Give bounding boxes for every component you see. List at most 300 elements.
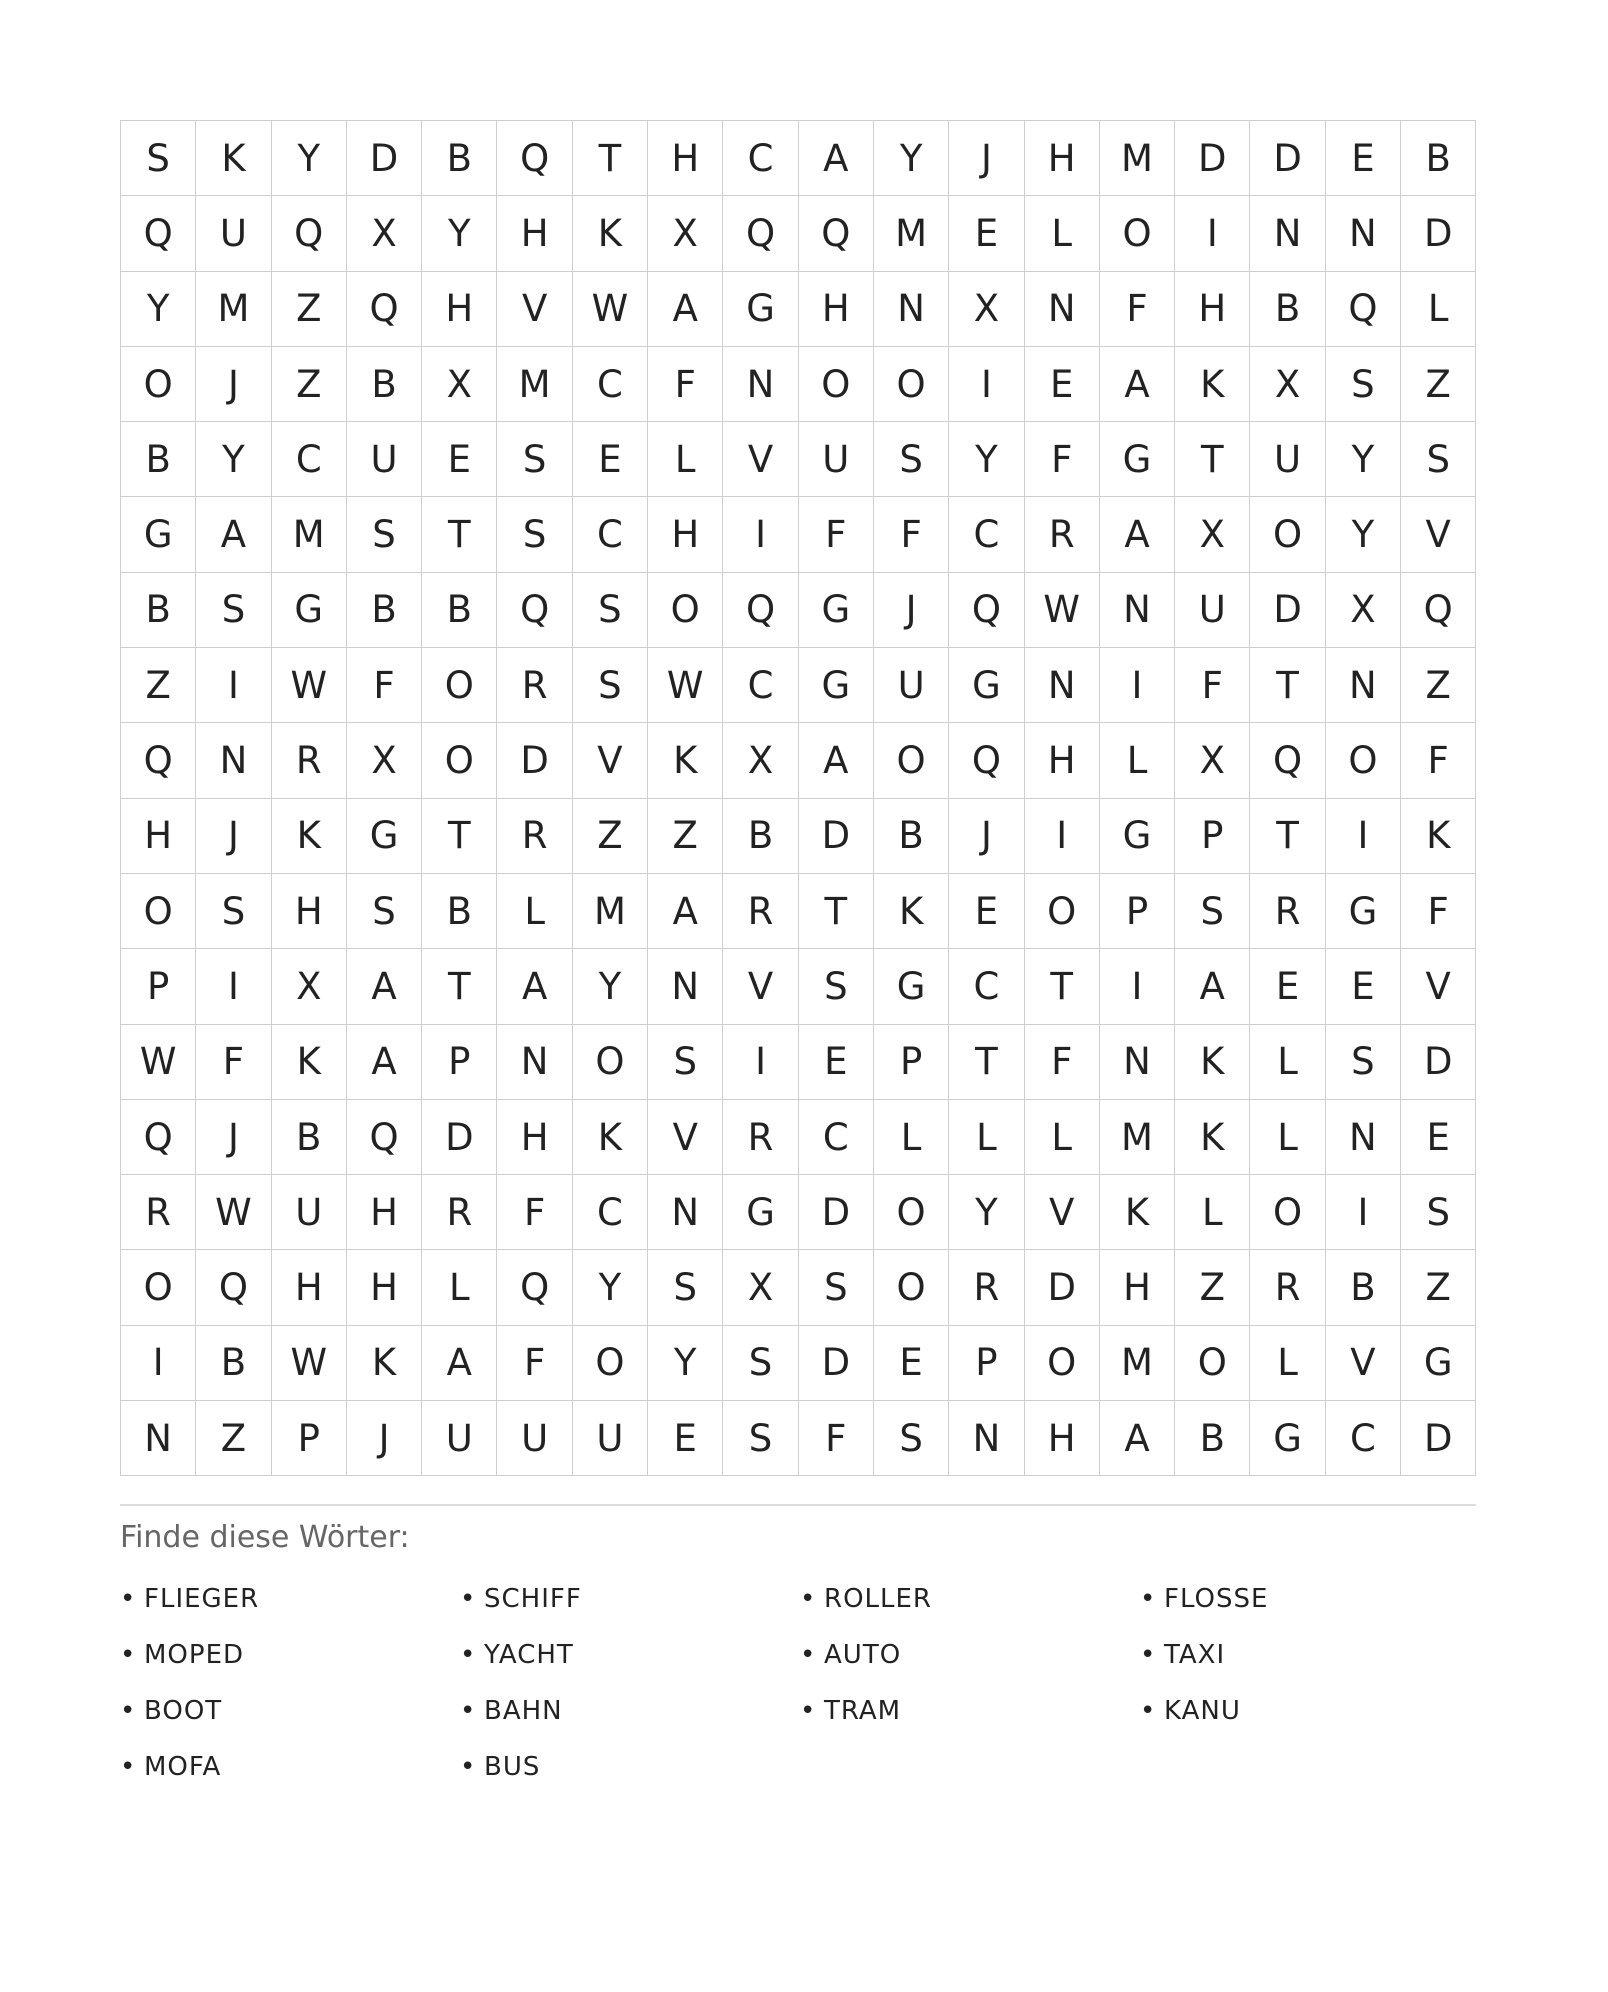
grid-cell[interactable]: I: [196, 949, 271, 1024]
grid-cell[interactable]: L: [422, 1250, 497, 1325]
grid-cell[interactable]: C: [573, 497, 648, 572]
grid-cell[interactable]: H: [121, 799, 196, 874]
grid-cell[interactable]: V: [723, 422, 798, 497]
grid-cell[interactable]: M: [573, 874, 648, 949]
grid-cell[interactable]: G: [121, 497, 196, 572]
grid-cell[interactable]: O: [1025, 1326, 1100, 1401]
grid-cell[interactable]: Q: [347, 272, 422, 347]
grid-cell[interactable]: D: [1250, 121, 1325, 196]
grid-cell[interactable]: O: [121, 1250, 196, 1325]
grid-cell[interactable]: S: [573, 573, 648, 648]
grid-cell[interactable]: F: [874, 497, 949, 572]
grid-cell[interactable]: O: [874, 723, 949, 798]
grid-cell[interactable]: C: [723, 648, 798, 723]
grid-cell[interactable]: I: [723, 497, 798, 572]
grid-cell[interactable]: G: [1326, 874, 1401, 949]
grid-cell[interactable]: J: [874, 573, 949, 648]
grid-cell[interactable]: B: [347, 573, 422, 648]
grid-cell[interactable]: D: [1401, 196, 1476, 271]
grid-cell[interactable]: M: [874, 196, 949, 271]
grid-cell[interactable]: A: [422, 1326, 497, 1401]
grid-cell[interactable]: H: [422, 272, 497, 347]
grid-cell[interactable]: Q: [949, 573, 1024, 648]
grid-cell[interactable]: Y: [1326, 497, 1401, 572]
grid-cell[interactable]: M: [1100, 1326, 1175, 1401]
grid-cell[interactable]: F: [497, 1175, 572, 1250]
grid-cell[interactable]: K: [272, 799, 347, 874]
grid-cell[interactable]: E: [949, 874, 1024, 949]
grid-cell[interactable]: R: [723, 1100, 798, 1175]
grid-cell[interactable]: A: [648, 874, 723, 949]
grid-cell[interactable]: B: [196, 1326, 271, 1401]
grid-cell[interactable]: K: [1175, 1025, 1250, 1100]
grid-cell[interactable]: L: [949, 1100, 1024, 1175]
grid-cell[interactable]: T: [422, 949, 497, 1024]
grid-cell[interactable]: Y: [1326, 422, 1401, 497]
grid-cell[interactable]: F: [1025, 1025, 1100, 1100]
grid-cell[interactable]: A: [799, 723, 874, 798]
grid-cell[interactable]: B: [1250, 272, 1325, 347]
grid-cell[interactable]: D: [1025, 1250, 1100, 1325]
grid-cell[interactable]: W: [121, 1025, 196, 1100]
grid-cell[interactable]: O: [874, 347, 949, 422]
grid-cell[interactable]: G: [874, 949, 949, 1024]
grid-cell[interactable]: I: [121, 1326, 196, 1401]
grid-cell[interactable]: D: [1175, 121, 1250, 196]
grid-cell[interactable]: Z: [648, 799, 723, 874]
grid-cell[interactable]: L: [1250, 1025, 1325, 1100]
grid-cell[interactable]: R: [1250, 874, 1325, 949]
grid-cell[interactable]: L: [1100, 723, 1175, 798]
grid-cell[interactable]: X: [949, 272, 1024, 347]
grid-cell[interactable]: E: [1250, 949, 1325, 1024]
grid-cell[interactable]: S: [799, 1250, 874, 1325]
grid-cell[interactable]: S: [121, 121, 196, 196]
grid-cell[interactable]: O: [573, 1025, 648, 1100]
grid-cell[interactable]: B: [1175, 1401, 1250, 1476]
grid-cell[interactable]: K: [1401, 799, 1476, 874]
grid-cell[interactable]: H: [1100, 1250, 1175, 1325]
grid-cell[interactable]: V: [1326, 1326, 1401, 1401]
grid-cell[interactable]: T: [573, 121, 648, 196]
grid-cell[interactable]: E: [949, 196, 1024, 271]
grid-cell[interactable]: S: [1326, 1025, 1401, 1100]
grid-cell[interactable]: B: [347, 347, 422, 422]
grid-cell[interactable]: Z: [196, 1401, 271, 1476]
grid-cell[interactable]: V: [1401, 497, 1476, 572]
grid-cell[interactable]: C: [949, 949, 1024, 1024]
grid-cell[interactable]: M: [1100, 1100, 1175, 1175]
grid-cell[interactable]: F: [196, 1025, 271, 1100]
grid-cell[interactable]: W: [1025, 573, 1100, 648]
grid-cell[interactable]: C: [1326, 1401, 1401, 1476]
grid-cell[interactable]: N: [196, 723, 271, 798]
grid-cell[interactable]: X: [1250, 347, 1325, 422]
grid-cell[interactable]: E: [1326, 949, 1401, 1024]
grid-cell[interactable]: S: [648, 1250, 723, 1325]
grid-cell[interactable]: M: [1100, 121, 1175, 196]
grid-cell[interactable]: S: [196, 573, 271, 648]
grid-cell[interactable]: S: [1175, 874, 1250, 949]
grid-cell[interactable]: Q: [272, 196, 347, 271]
grid-cell[interactable]: S: [799, 949, 874, 1024]
grid-cell[interactable]: Q: [723, 573, 798, 648]
grid-cell[interactable]: S: [347, 497, 422, 572]
grid-cell[interactable]: X: [1175, 723, 1250, 798]
grid-cell[interactable]: S: [573, 648, 648, 723]
grid-cell[interactable]: U: [347, 422, 422, 497]
grid-cell[interactable]: C: [573, 347, 648, 422]
grid-cell[interactable]: D: [799, 1175, 874, 1250]
grid-cell[interactable]: X: [272, 949, 347, 1024]
grid-cell[interactable]: R: [121, 1175, 196, 1250]
grid-cell[interactable]: O: [1326, 723, 1401, 798]
grid-cell[interactable]: Z: [272, 272, 347, 347]
grid-cell[interactable]: Q: [121, 723, 196, 798]
grid-cell[interactable]: S: [1401, 1175, 1476, 1250]
grid-cell[interactable]: P: [272, 1401, 347, 1476]
grid-cell[interactable]: X: [1326, 573, 1401, 648]
grid-cell[interactable]: L: [1250, 1100, 1325, 1175]
grid-cell[interactable]: H: [497, 1100, 572, 1175]
grid-cell[interactable]: Q: [949, 723, 1024, 798]
grid-cell[interactable]: F: [1175, 648, 1250, 723]
grid-cell[interactable]: W: [573, 272, 648, 347]
grid-cell[interactable]: Q: [497, 121, 572, 196]
grid-cell[interactable]: B: [1401, 121, 1476, 196]
grid-cell[interactable]: N: [1100, 573, 1175, 648]
grid-cell[interactable]: Z: [272, 347, 347, 422]
grid-cell[interactable]: S: [497, 422, 572, 497]
grid-cell[interactable]: N: [949, 1401, 1024, 1476]
grid-cell[interactable]: Q: [497, 1250, 572, 1325]
grid-cell[interactable]: Q: [799, 196, 874, 271]
grid-cell[interactable]: M: [196, 272, 271, 347]
grid-cell[interactable]: H: [272, 874, 347, 949]
grid-cell[interactable]: R: [723, 874, 798, 949]
grid-cell[interactable]: Y: [949, 1175, 1024, 1250]
grid-cell[interactable]: J: [196, 799, 271, 874]
grid-cell[interactable]: B: [422, 121, 497, 196]
grid-cell[interactable]: Z: [121, 648, 196, 723]
grid-cell[interactable]: O: [1250, 1175, 1325, 1250]
grid-cell[interactable]: Y: [121, 272, 196, 347]
grid-cell[interactable]: E: [1326, 121, 1401, 196]
grid-cell[interactable]: G: [1100, 799, 1175, 874]
grid-cell[interactable]: J: [949, 121, 1024, 196]
grid-cell[interactable]: S: [1401, 422, 1476, 497]
grid-cell[interactable]: C: [799, 1100, 874, 1175]
grid-cell[interactable]: F: [1401, 723, 1476, 798]
grid-cell[interactable]: I: [1326, 799, 1401, 874]
grid-cell[interactable]: A: [1175, 949, 1250, 1024]
grid-cell[interactable]: Q: [121, 196, 196, 271]
grid-cell[interactable]: J: [949, 799, 1024, 874]
grid-cell[interactable]: Q: [497, 573, 572, 648]
grid-cell[interactable]: Y: [949, 422, 1024, 497]
grid-cell[interactable]: L: [1025, 1100, 1100, 1175]
grid-cell[interactable]: Q: [1250, 723, 1325, 798]
grid-cell[interactable]: S: [874, 422, 949, 497]
grid-cell[interactable]: B: [272, 1100, 347, 1175]
grid-cell[interactable]: S: [347, 874, 422, 949]
grid-cell[interactable]: L: [874, 1100, 949, 1175]
grid-cell[interactable]: S: [874, 1401, 949, 1476]
grid-cell[interactable]: A: [1100, 1401, 1175, 1476]
grid-cell[interactable]: O: [874, 1175, 949, 1250]
grid-cell[interactable]: A: [497, 949, 572, 1024]
grid-cell[interactable]: U: [1250, 422, 1325, 497]
grid-cell[interactable]: I: [949, 347, 1024, 422]
grid-cell[interactable]: O: [1100, 196, 1175, 271]
grid-cell[interactable]: C: [949, 497, 1024, 572]
grid-cell[interactable]: H: [1175, 272, 1250, 347]
grid-cell[interactable]: A: [196, 497, 271, 572]
grid-cell[interactable]: L: [1175, 1175, 1250, 1250]
grid-cell[interactable]: K: [874, 874, 949, 949]
grid-cell[interactable]: Y: [874, 121, 949, 196]
grid-cell[interactable]: Y: [648, 1326, 723, 1401]
grid-cell[interactable]: H: [347, 1175, 422, 1250]
grid-cell[interactable]: I: [1100, 648, 1175, 723]
grid-cell[interactable]: D: [1401, 1401, 1476, 1476]
grid-cell[interactable]: B: [1326, 1250, 1401, 1325]
grid-cell[interactable]: T: [422, 497, 497, 572]
grid-cell[interactable]: K: [1175, 347, 1250, 422]
grid-cell[interactable]: O: [1025, 874, 1100, 949]
grid-cell[interactable]: Y: [422, 196, 497, 271]
grid-cell[interactable]: B: [422, 874, 497, 949]
grid-cell[interactable]: S: [723, 1401, 798, 1476]
grid-cell[interactable]: G: [723, 1175, 798, 1250]
grid-cell[interactable]: S: [723, 1326, 798, 1401]
grid-cell[interactable]: Q: [121, 1100, 196, 1175]
grid-cell[interactable]: H: [799, 272, 874, 347]
grid-cell[interactable]: R: [497, 648, 572, 723]
grid-cell[interactable]: J: [196, 1100, 271, 1175]
grid-cell[interactable]: X: [347, 723, 422, 798]
grid-cell[interactable]: G: [723, 272, 798, 347]
grid-cell[interactable]: N: [874, 272, 949, 347]
grid-cell[interactable]: U: [497, 1401, 572, 1476]
grid-cell[interactable]: W: [648, 648, 723, 723]
grid-cell[interactable]: E: [1025, 347, 1100, 422]
grid-cell[interactable]: T: [1175, 422, 1250, 497]
grid-cell[interactable]: S: [196, 874, 271, 949]
grid-cell[interactable]: C: [723, 121, 798, 196]
grid-cell[interactable]: Z: [1401, 1250, 1476, 1325]
grid-cell[interactable]: H: [497, 196, 572, 271]
grid-cell[interactable]: O: [1175, 1326, 1250, 1401]
grid-cell[interactable]: B: [121, 422, 196, 497]
grid-cell[interactable]: R: [1250, 1250, 1325, 1325]
grid-cell[interactable]: E: [648, 1401, 723, 1476]
grid-cell[interactable]: T: [1250, 799, 1325, 874]
grid-cell[interactable]: K: [573, 1100, 648, 1175]
grid-cell[interactable]: I: [1100, 949, 1175, 1024]
grid-cell[interactable]: U: [874, 648, 949, 723]
grid-cell[interactable]: F: [799, 497, 874, 572]
grid-cell[interactable]: O: [874, 1250, 949, 1325]
grid-cell[interactable]: O: [422, 723, 497, 798]
grid-cell[interactable]: G: [1250, 1401, 1325, 1476]
grid-cell[interactable]: O: [422, 648, 497, 723]
grid-cell[interactable]: S: [1326, 347, 1401, 422]
grid-cell[interactable]: M: [497, 347, 572, 422]
grid-cell[interactable]: B: [121, 573, 196, 648]
grid-cell[interactable]: D: [497, 723, 572, 798]
grid-cell[interactable]: H: [648, 121, 723, 196]
grid-cell[interactable]: P: [874, 1025, 949, 1100]
grid-cell[interactable]: Y: [272, 121, 347, 196]
grid-cell[interactable]: H: [648, 497, 723, 572]
grid-cell[interactable]: X: [347, 196, 422, 271]
grid-cell[interactable]: A: [1100, 347, 1175, 422]
grid-cell[interactable]: J: [196, 347, 271, 422]
grid-cell[interactable]: K: [648, 723, 723, 798]
grid-cell[interactable]: L: [1250, 1326, 1325, 1401]
grid-cell[interactable]: O: [1250, 497, 1325, 572]
grid-cell[interactable]: J: [347, 1401, 422, 1476]
grid-cell[interactable]: N: [1025, 272, 1100, 347]
grid-cell[interactable]: T: [1250, 648, 1325, 723]
grid-cell[interactable]: I: [723, 1025, 798, 1100]
grid-cell[interactable]: I: [1326, 1175, 1401, 1250]
grid-cell[interactable]: G: [347, 799, 422, 874]
grid-cell[interactable]: W: [272, 648, 347, 723]
grid-cell[interactable]: H: [1025, 723, 1100, 798]
grid-cell[interactable]: F: [1401, 874, 1476, 949]
grid-cell[interactable]: N: [723, 347, 798, 422]
grid-cell[interactable]: O: [121, 874, 196, 949]
grid-cell[interactable]: F: [799, 1401, 874, 1476]
grid-cell[interactable]: Q: [196, 1250, 271, 1325]
grid-cell[interactable]: T: [799, 874, 874, 949]
grid-cell[interactable]: V: [1401, 949, 1476, 1024]
grid-cell[interactable]: U: [196, 196, 271, 271]
grid-cell[interactable]: N: [1326, 196, 1401, 271]
grid-cell[interactable]: U: [799, 422, 874, 497]
grid-cell[interactable]: E: [422, 422, 497, 497]
grid-cell[interactable]: I: [196, 648, 271, 723]
grid-cell[interactable]: D: [799, 799, 874, 874]
grid-cell[interactable]: K: [1175, 1100, 1250, 1175]
grid-cell[interactable]: E: [573, 422, 648, 497]
grid-cell[interactable]: L: [497, 874, 572, 949]
grid-cell[interactable]: K: [573, 196, 648, 271]
grid-cell[interactable]: A: [1100, 497, 1175, 572]
grid-cell[interactable]: Y: [573, 949, 648, 1024]
grid-cell[interactable]: W: [196, 1175, 271, 1250]
grid-cell[interactable]: K: [347, 1326, 422, 1401]
grid-cell[interactable]: Z: [1401, 648, 1476, 723]
grid-cell[interactable]: V: [723, 949, 798, 1024]
grid-cell[interactable]: M: [272, 497, 347, 572]
grid-cell[interactable]: F: [648, 347, 723, 422]
grid-cell[interactable]: F: [347, 648, 422, 723]
grid-cell[interactable]: T: [1025, 949, 1100, 1024]
grid-cell[interactable]: R: [422, 1175, 497, 1250]
grid-cell[interactable]: N: [648, 1175, 723, 1250]
grid-cell[interactable]: R: [1025, 497, 1100, 572]
grid-cell[interactable]: G: [949, 648, 1024, 723]
grid-cell[interactable]: N: [648, 949, 723, 1024]
grid-cell[interactable]: G: [272, 573, 347, 648]
grid-cell[interactable]: Z: [1401, 347, 1476, 422]
grid-cell[interactable]: H: [1025, 1401, 1100, 1476]
grid-cell[interactable]: S: [497, 497, 572, 572]
grid-cell[interactable]: F: [1025, 422, 1100, 497]
grid-cell[interactable]: Q: [1401, 573, 1476, 648]
grid-cell[interactable]: N: [1250, 196, 1325, 271]
grid-cell[interactable]: Q: [1326, 272, 1401, 347]
grid-cell[interactable]: B: [422, 573, 497, 648]
grid-cell[interactable]: Q: [723, 196, 798, 271]
grid-cell[interactable]: E: [799, 1025, 874, 1100]
grid-cell[interactable]: O: [573, 1326, 648, 1401]
grid-cell[interactable]: R: [272, 723, 347, 798]
grid-cell[interactable]: O: [648, 573, 723, 648]
grid-cell[interactable]: V: [497, 272, 572, 347]
grid-cell[interactable]: H: [1025, 121, 1100, 196]
grid-cell[interactable]: P: [422, 1025, 497, 1100]
grid-cell[interactable]: T: [422, 799, 497, 874]
grid-cell[interactable]: N: [121, 1401, 196, 1476]
grid-cell[interactable]: V: [1025, 1175, 1100, 1250]
grid-cell[interactable]: L: [1025, 196, 1100, 271]
grid-cell[interactable]: L: [1401, 272, 1476, 347]
grid-cell[interactable]: R: [497, 799, 572, 874]
grid-cell[interactable]: G: [1401, 1326, 1476, 1401]
grid-cell[interactable]: S: [648, 1025, 723, 1100]
grid-cell[interactable]: Z: [573, 799, 648, 874]
grid-cell[interactable]: E: [1401, 1100, 1476, 1175]
grid-cell[interactable]: W: [272, 1326, 347, 1401]
grid-cell[interactable]: N: [1326, 1100, 1401, 1175]
grid-cell[interactable]: K: [1100, 1175, 1175, 1250]
grid-cell[interactable]: H: [347, 1250, 422, 1325]
grid-cell[interactable]: V: [573, 723, 648, 798]
grid-cell[interactable]: K: [196, 121, 271, 196]
grid-cell[interactable]: T: [949, 1025, 1024, 1100]
grid-cell[interactable]: V: [648, 1100, 723, 1175]
grid-cell[interactable]: Y: [573, 1250, 648, 1325]
grid-cell[interactable]: R: [949, 1250, 1024, 1325]
grid-cell[interactable]: D: [422, 1100, 497, 1175]
grid-cell[interactable]: G: [799, 573, 874, 648]
grid-cell[interactable]: Y: [196, 422, 271, 497]
grid-cell[interactable]: U: [1175, 573, 1250, 648]
grid-cell[interactable]: X: [723, 1250, 798, 1325]
grid-cell[interactable]: G: [1100, 422, 1175, 497]
grid-cell[interactable]: X: [1175, 497, 1250, 572]
grid-cell[interactable]: A: [648, 272, 723, 347]
grid-cell[interactable]: O: [799, 347, 874, 422]
grid-cell[interactable]: B: [874, 799, 949, 874]
grid-cell[interactable]: N: [497, 1025, 572, 1100]
grid-cell[interactable]: P: [1100, 874, 1175, 949]
grid-cell[interactable]: N: [1326, 648, 1401, 723]
grid-cell[interactable]: I: [1025, 799, 1100, 874]
grid-cell[interactable]: K: [272, 1025, 347, 1100]
grid-cell[interactable]: E: [874, 1326, 949, 1401]
grid-cell[interactable]: P: [949, 1326, 1024, 1401]
grid-cell[interactable]: X: [648, 196, 723, 271]
grid-cell[interactable]: D: [1250, 573, 1325, 648]
grid-cell[interactable]: G: [799, 648, 874, 723]
grid-cell[interactable]: A: [347, 1025, 422, 1100]
grid-cell[interactable]: C: [573, 1175, 648, 1250]
